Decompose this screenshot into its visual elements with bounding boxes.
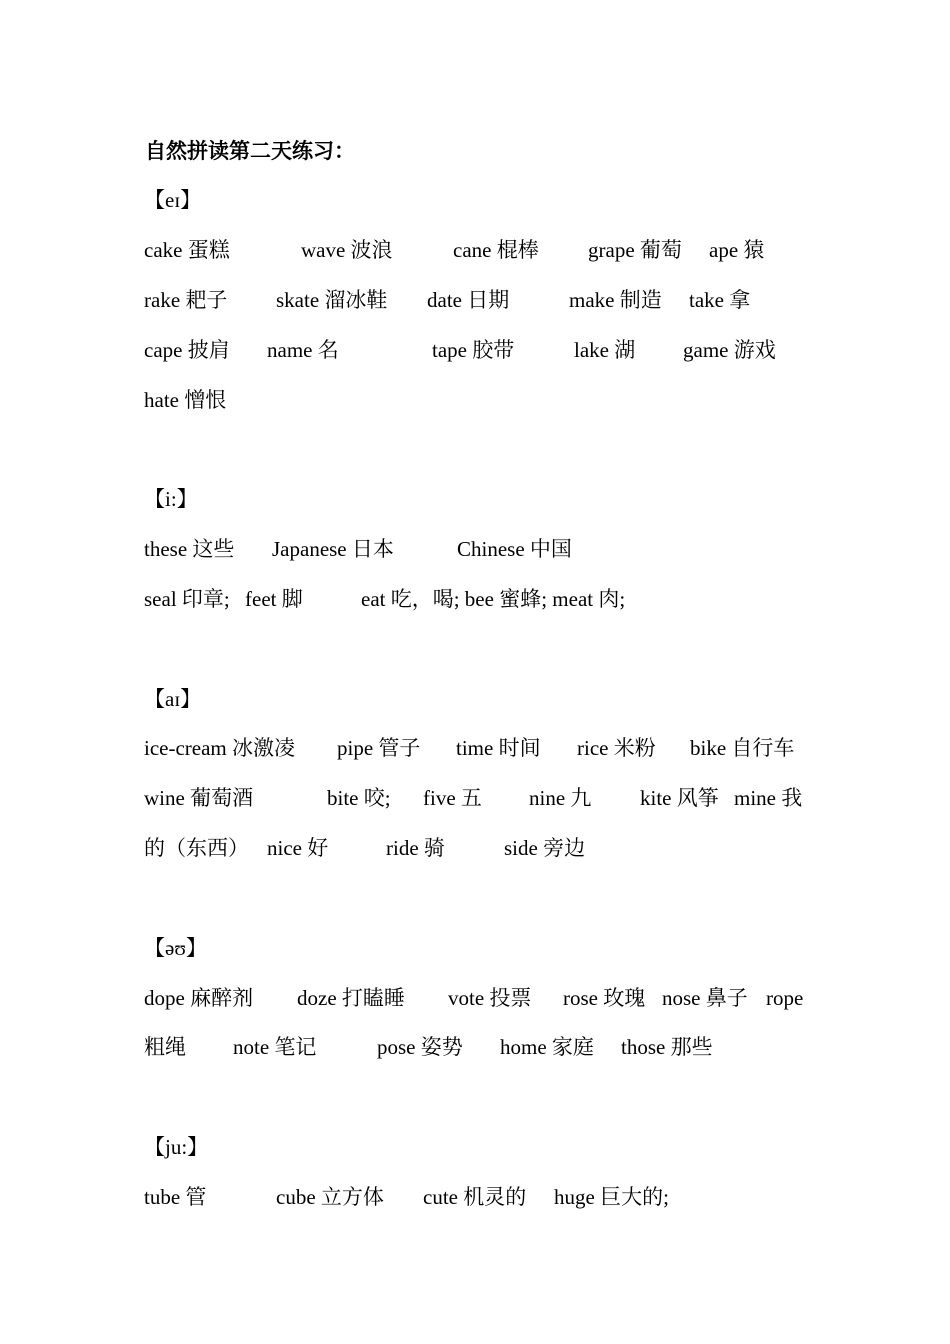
word-entry: cube 立方体 (276, 1185, 384, 1209)
word-entry: seal 印章; (144, 587, 230, 611)
word-entry: ride 骑 (386, 836, 445, 860)
word-entry: cake 蛋糕 (144, 238, 230, 262)
word-entry: kite 风筝 (640, 786, 719, 810)
word-entry: wave 波浪 (301, 238, 393, 262)
word-entry: rope (766, 986, 804, 1010)
word-entry: nose 鼻子 (662, 986, 748, 1010)
word-entry: 粗绳 (144, 1035, 186, 1059)
word-entry: cane 棍棒 (453, 238, 539, 262)
word-entry: home 家庭 (500, 1035, 594, 1059)
word-entry: hate 憎恨 (144, 388, 227, 412)
word-entry: these 这些 (144, 537, 235, 561)
word-entry: bite 咬; (327, 786, 391, 810)
word-entry: pose 姿势 (377, 1035, 463, 1059)
word-entry: note 笔记 (233, 1035, 317, 1059)
word-entry: vote 投票 (448, 986, 532, 1010)
word-entry: lake 湖 (574, 338, 636, 362)
word-entry: mine 我 (734, 786, 803, 810)
word-entry: doze 打瞌睡 (297, 986, 405, 1010)
word-entry: eat 吃，喝; bee 蜜蜂; meat 肉; (361, 587, 626, 611)
page-title: 自然拼读第二天练习： (145, 139, 355, 163)
word-entry: rice 米粉 (577, 736, 656, 760)
word-entry: make 制造 (569, 288, 662, 312)
word-entry: those 那些 (621, 1035, 713, 1059)
word-entry: ape 猿 (709, 238, 765, 262)
word-entry: date 日期 (427, 288, 510, 312)
word-entry: rake 耙子 (144, 288, 228, 312)
phonetic-heading-ai: 【aɪ】 (144, 687, 202, 711)
word-entry: Chinese 中国 (457, 537, 572, 561)
phonetic-heading-ei: 【eɪ】 (144, 188, 202, 212)
word-entry: cute 机灵的 (423, 1185, 527, 1209)
phonetic-heading-ou: 【əʊ】 (144, 936, 207, 960)
word-entry: take 拿 (689, 288, 751, 312)
word-entry: game 游戏 (683, 338, 776, 362)
word-entry: skate 溜冰鞋 (276, 288, 388, 312)
word-entry: rose 玫瑰 (563, 986, 646, 1010)
word-entry: name 名 (267, 338, 339, 362)
word-entry: nine 九 (529, 786, 592, 810)
word-entry: time 时间 (456, 736, 541, 760)
word-entry: nice 好 (267, 836, 329, 860)
phonetic-heading-i: 【i:】 (144, 487, 198, 511)
word-entry: 的（东西） (144, 836, 249, 860)
word-entry: side 旁边 (504, 836, 586, 860)
word-entry: dope 麻醉剂 (144, 986, 254, 1010)
word-entry: huge 巨大的; (554, 1185, 669, 1209)
word-entry: ice-cream 冰激凌 (144, 736, 296, 760)
word-entry: tape 胶带 (432, 338, 515, 362)
word-entry: cape 披肩 (144, 338, 230, 362)
word-entry: five 五 (423, 786, 482, 810)
word-entry: grape 葡萄 (588, 238, 682, 262)
word-entry: pipe 管子 (337, 736, 421, 760)
word-entry: Japanese 日本 (272, 537, 394, 561)
word-entry: tube 管 (144, 1185, 207, 1209)
word-entry: feet 脚 (245, 587, 303, 611)
phonetic-heading-ju: 【ju:】 (144, 1135, 209, 1159)
word-entry: wine 葡萄酒 (144, 786, 254, 810)
word-entry: bike 自行车 (690, 736, 795, 760)
